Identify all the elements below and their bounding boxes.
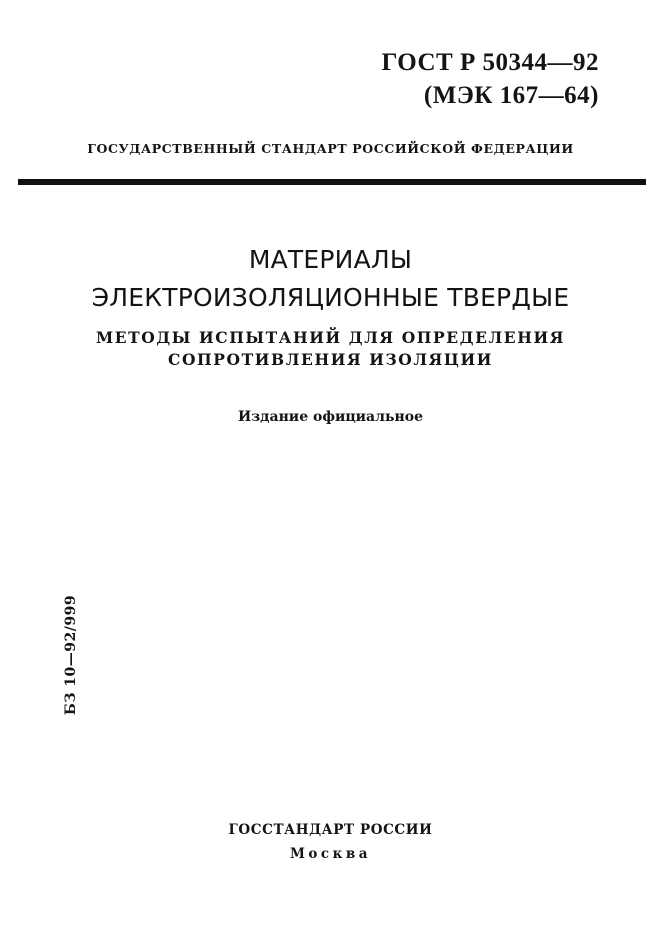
- title-line-1: МАТЕРИАЛЫ: [248, 245, 413, 274]
- standard-number-block: [381, 46, 599, 112]
- side-registration-code: БЗ 10—92/999: [63, 594, 79, 716]
- edition-label: Издание официальное: [238, 409, 423, 425]
- iec-number: (МЭК 167—64): [423, 82, 599, 109]
- organization-header: ГОСУДАРСТВЕННЫЙ СТАНДАРТ РОССИЙСКОЙ ФЕДЕРАЦИИ: [87, 141, 574, 156]
- publisher-name: ГОССТАНДАРТ РОССИИ: [228, 822, 433, 838]
- header-divider: [18, 179, 646, 185]
- title-line-2: ЭЛЕКТРОИЗОЛЯЦИОННЫЕ ТВЕРДЫЕ: [91, 283, 570, 312]
- standard-number: ГОСТ Р 50344—92: [381, 49, 599, 76]
- publisher-city: Москва: [289, 846, 372, 862]
- subtitle-line-2: СОПРОТИВЛЕНИЯ ИЗОЛЯЦИИ: [168, 350, 493, 369]
- subtitle-line-1: МЕТОДЫ ИСПЫТАНИЙ ДЛЯ ОПРЕДЕЛЕНИЯ: [96, 328, 565, 347]
